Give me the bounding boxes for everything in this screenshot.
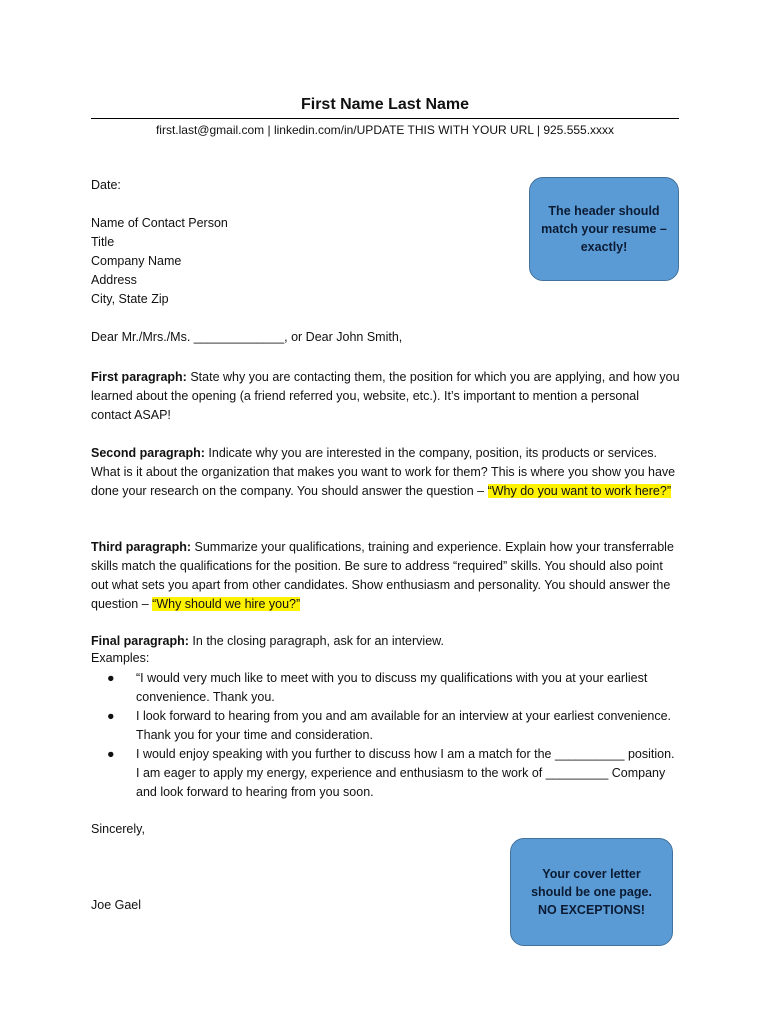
example-text: “I would very much like to meet with you to discuss my qualifications with you at your earliest convenience. Thank you. [136,671,648,704]
second-paragraph-highlight: “Why do you want to work here?” [487,484,671,498]
address-line: Address [91,273,137,287]
bullet-icon: ● [107,671,115,685]
final-paragraph-text: In the closing paragraph, ask for an interview. [192,634,444,648]
city-state-zip-line: City, State Zip [91,292,169,306]
title-line: Title [91,235,115,249]
bullet-icon: ● [107,747,115,761]
first-paragraph-label: First paragraph: [91,370,187,384]
list-item [91,707,681,745]
example-text: I would enjoy speaking with you further to discuss how I am a match for the __________ position. I am eager to apply my energy, experience and enthusiasm to the work of _________ Company and look forward to hearing from you soon. [136,747,675,799]
final-paragraph [91,632,681,651]
applicant-name: First Name Last Name [300,96,470,113]
signature: Joe Gael [91,898,142,912]
header-tip-text: The header should match your resume – exactly! [541,204,667,254]
examples-list [91,669,681,802]
date-line: Date: [91,178,121,192]
header-tip-callout [529,177,679,281]
list-item [91,745,681,802]
second-paragraph-label: Second paragraph: [91,446,205,460]
second-paragraph [91,444,681,501]
list-item [91,669,681,707]
third-paragraph-highlight: “Why should we hire you?” [152,597,301,611]
closing: Sincerely, [91,822,145,836]
examples-label: Examples: [91,651,150,665]
company-line: Company Name [91,254,182,268]
third-paragraph-text: Summarize your qualifications, training and experience. Explain how your transferrable skills match the qualifications for the position. Be sure to address “required” skills. You should also point out what sets you apart from other candidates. Show enthusiasm and personality. You should answer the question – [91,540,674,611]
third-paragraph [91,538,681,614]
contact-line: first.last@gmail.com | linkedin.com/in/UPDATE THIS WITH YOUR URL | 925.555.xxxx [155,123,615,137]
header-divider [91,118,679,119]
second-paragraph-text: Indicate why you are interested in the company, position, its products or services. What is it about the organization that makes you want to work for them? This is where you show you have done your research on the company. You should answer the question – [91,446,676,498]
length-tip-text: Your cover letter should be one page. NO EXCEPTIONS! [531,867,652,917]
length-tip-callout [510,838,673,946]
contact-person-line: Name of Contact Person [91,216,228,230]
example-text: I look forward to hearing from you and am available for an interview at your earliest convenience. Thank you for your time and consideration. [136,709,672,742]
third-paragraph-label: Third paragraph: [91,540,192,554]
salutation: Dear Mr./Mrs./Ms. _____________, or Dear John Smith, [91,330,403,344]
final-paragraph-label: Final paragraph: [91,634,189,648]
first-paragraph [91,368,681,425]
first-paragraph-text: State why you are contacting them, the position for which you are applying, and how you learned about the opening (a friend referred you, website, etc.). It’s important to mention a personal contact ASAP! [91,370,680,422]
bullet-icon: ● [107,709,115,723]
